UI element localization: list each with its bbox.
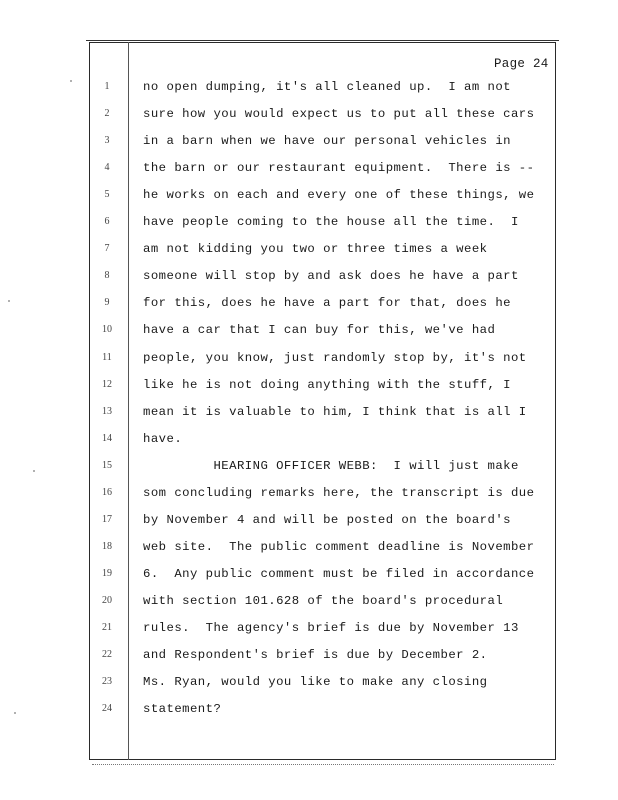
transcript-line: someone will stop by and ask does he have a part [143, 269, 519, 284]
line-number: 15 [102, 459, 112, 471]
line-number: 19 [102, 567, 112, 579]
line-number: 16 [102, 486, 112, 498]
transcript-line: by November 4 and will be posted on the board's [143, 512, 511, 527]
page-bottom-edge [92, 764, 554, 765]
transcript-line: for this, does he have a part for that, does he [143, 296, 511, 311]
transcript-line: som concluding remarks here, the transcript is due [143, 485, 535, 500]
line-number: 9 [104, 297, 110, 309]
transcript-line: have. [143, 431, 183, 446]
line-number: 8 [104, 270, 110, 282]
line-number: 6 [104, 216, 110, 228]
transcript-line: have people coming to the house all the time. I [143, 215, 519, 230]
transcript-line: 6. Any public comment must be filed in accordance [143, 566, 535, 581]
page-number: Page 24 [494, 57, 549, 71]
line-number: 14 [102, 432, 112, 444]
line-number: 10 [102, 324, 112, 336]
line-number: 17 [102, 513, 112, 525]
line-number-margin-rule [128, 42, 129, 760]
scan-speck [33, 470, 35, 472]
transcript-line: no open dumping, it's all cleaned up. I am not [143, 80, 511, 94]
line-number: 4 [104, 162, 110, 174]
transcript-line: in a barn when we have our personal vehicles in [143, 134, 511, 149]
line-number: 11 [102, 351, 112, 363]
transcript-line: and Respondent's brief is due by December 2. [143, 648, 488, 663]
scan-speck [70, 80, 72, 82]
transcript-line: sure how you would expect us to put all these cars [143, 107, 535, 122]
transcript-line: web site. The public comment deadline is November [143, 539, 535, 554]
transcript-line: people, you know, just randomly stop by, it's not [143, 350, 527, 365]
transcript-line: am not kidding you two or three times a week [143, 242, 488, 257]
transcript-line: rules. The agency's brief is due by November 13 [143, 621, 519, 635]
transcript-line: mean it is valuable to him, I think that is all I [143, 404, 527, 419]
transcript-line: like he is not doing anything with the stuff, I [143, 377, 511, 392]
line-number: 7 [104, 243, 110, 255]
transcript-line: the barn or our restaurant equipment. There is -- [143, 161, 535, 176]
scan-speck [8, 300, 10, 302]
line-number: 20 [102, 594, 112, 606]
line-number: 18 [102, 540, 112, 552]
line-number: 21 [102, 622, 112, 633]
line-number: 22 [102, 649, 112, 661]
transcript-line: Ms. Ryan, would you like to make any closing [143, 675, 488, 690]
transcript-line: he works on each and every one of these things, we [143, 188, 535, 203]
line-number: 13 [102, 405, 112, 417]
line-number: 2 [104, 108, 110, 120]
line-number: 1 [104, 81, 110, 92]
transcript-line: have a car that I can buy for this, we've had [143, 323, 496, 338]
line-number: 24 [102, 703, 112, 715]
line-number: 5 [104, 189, 110, 201]
transcript-line: statement? [143, 702, 222, 717]
transcript-line: HEARING OFFICER WEBB: I will just make [143, 458, 519, 473]
line-number: 3 [104, 135, 110, 147]
line-number: 23 [102, 676, 112, 688]
page-top-edge [86, 40, 559, 41]
transcript-line: with section 101.628 of the board's procedural [143, 593, 504, 608]
line-number: 12 [102, 378, 112, 390]
scan-speck [14, 712, 16, 714]
